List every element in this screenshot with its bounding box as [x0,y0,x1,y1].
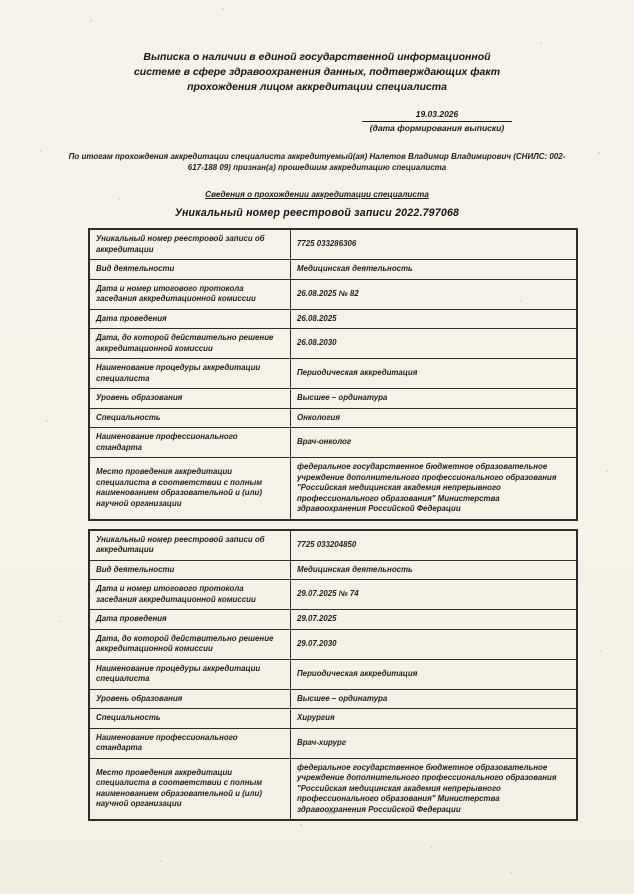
row-label: Дата, до которой действительно решение аккредитационной комиссии [89,629,291,659]
row-label: Уникальный номер реестровой записи об аккредитации [89,229,291,260]
table-row [89,560,577,580]
table-row [89,659,577,689]
scan-noise [0,0,2,2]
accreditation-table-2 [88,529,578,822]
table-row [89,279,577,309]
row-label: Место проведения аккредитации специалиста в соответствии с полным наименованием образовательной и (или) научной организации [89,458,291,520]
extract-date-caption: (дата формирования выписки) [362,121,512,134]
row-value: федеральное государственное бюджетное образовательное учреждение дополнительного профессионального образования "Российская медицинская академия непрерывного профессионального образования" Министерства здравоохранения Российской Федерации [291,758,578,820]
table-row [89,309,577,329]
row-label: Вид деятельности [89,260,291,280]
table-row [89,530,577,561]
table-row [89,728,577,758]
row-label: Дата проведения [89,309,291,329]
extract-date-block [362,109,512,134]
row-value: 29.07.2025 [291,610,578,630]
extract-date: 19.03.2026 [415,109,459,119]
row-label: Вид деятельности [89,560,291,580]
table-row [89,458,577,520]
row-label: Наименование профессионального стандарта [89,428,291,458]
record-number-heading: Уникальный номер реестровой записи 2022.797068 [174,207,460,219]
table-row [89,629,577,659]
row-value: 7725 033204850 [291,530,578,561]
table-row [89,329,577,359]
table-row [89,408,577,428]
row-label: Место проведения аккредитации специалиста в соответствии с полным наименованием образовательной и (или) научной организации [89,758,291,820]
row-label: Наименование процедуры аккредитации специалиста [89,359,291,389]
row-value: Хирургия [291,709,578,729]
row-label: Дата и номер итогового протокола заседания аккредитационной комиссии [89,279,291,309]
table-row [89,689,577,709]
row-value: Медицинская деятельность [291,560,578,580]
table-row [89,428,577,458]
row-value: Онкология [291,408,578,428]
row-value: 29.07.2025 № 74 [291,580,578,610]
row-label: Уровень образования [89,389,291,409]
row-value: Врач-хирург [291,728,578,758]
row-value: 7725 033286306 [291,229,578,260]
section-heading: Сведения о прохождении аккредитации специалиста [205,190,429,199]
row-label: Уникальный номер реестровой записи об аккредитации [89,530,291,561]
row-label: Специальность [89,408,291,428]
row-value: Периодическая аккредитация [291,359,578,389]
table-row [89,580,577,610]
row-label: Наименование процедуры аккредитации специалиста [89,659,291,689]
row-value: Медицинская деятельность [291,260,578,280]
row-value: Врач-онколог [291,428,578,458]
row-label: Наименование профессионального стандарта [89,728,291,758]
row-value: 29.07.2030 [291,629,578,659]
row-value: Высшее – ординатура [291,689,578,709]
table-row [89,389,577,409]
accreditation-table-1 [88,228,578,521]
table-row [89,229,577,260]
accreditation-table-2-body [89,530,577,821]
row-value: 26.08.2030 [291,329,578,359]
row-value: 26.08.2025 № 82 [291,279,578,309]
row-label: Уровень образования [89,689,291,709]
row-label: Дата, до которой действительно решение аккредитационной комиссии [89,329,291,359]
table-row [89,610,577,630]
row-label: Специальность [89,709,291,729]
accreditation-table-1-body [89,229,577,520]
table-row [89,709,577,729]
row-label: Дата и номер итогового протокола заседания аккредитационной комиссии [89,580,291,610]
intro-paragraph: По итогам прохождения аккредитации специалиста аккредитуемый(ая) Налетов Владимир Владимирович (СНИЛС: 002-617-188 09) признан(а) прошедшим аккредитацию специалиста [68,152,566,172]
row-label: Дата проведения [89,610,291,630]
row-value: Периодическая аккредитация [291,659,578,689]
row-value: Высшее – ординатура [291,389,578,409]
document-title: Выписка о наличии в единой государственной информационной системе в сфере здравоохранения данных, подтверждающих факт прохождения лицом аккредитации специалиста [133,51,501,93]
row-value: федеральное государственное бюджетное образовательное учреждение дополнительного профессионального образования "Российская медицинская академия непрерывного профессионального образования" Министерства здравоохранения Российской Федерации [291,458,578,520]
table-row [89,359,577,389]
table-row [89,260,577,280]
row-value: 26.08.2025 [291,309,578,329]
